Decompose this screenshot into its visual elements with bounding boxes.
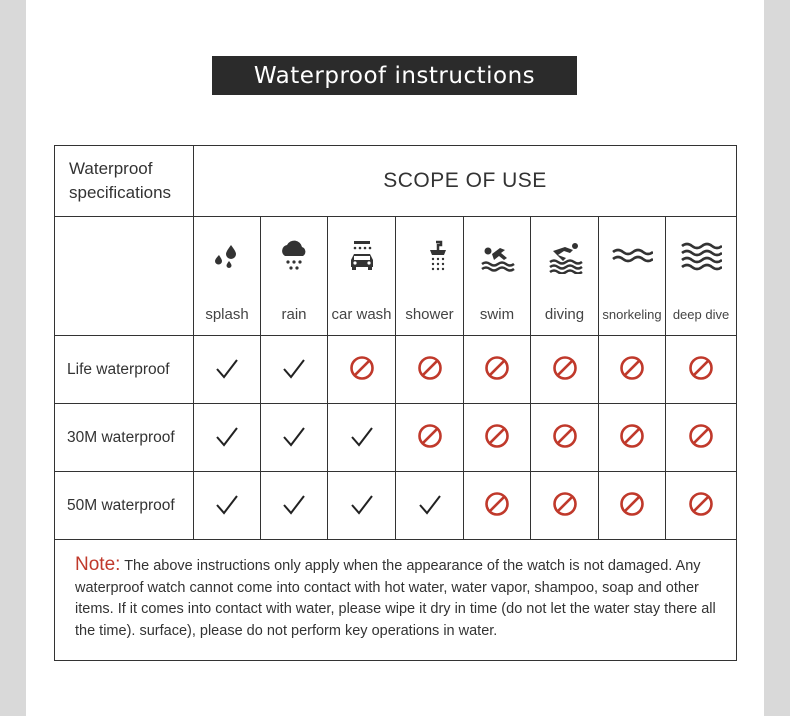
status-cell [328, 472, 396, 540]
swim-icon [464, 236, 530, 276]
note-label: Note: [75, 554, 121, 575]
page-title: Waterproof instructions [212, 56, 577, 95]
check-icon [213, 355, 241, 383]
rain-icon [261, 236, 327, 276]
shower-icon [396, 236, 463, 276]
status-cell [531, 336, 599, 404]
forbidden-icon [348, 354, 376, 382]
table-row [55, 336, 737, 404]
forbidden-icon [416, 422, 444, 450]
page [26, 0, 764, 716]
use-column-header [396, 217, 464, 336]
forbidden-icon [483, 490, 511, 518]
use-label: diving [544, 305, 585, 323]
use-column-header [261, 217, 328, 336]
row-label: 30M waterproof [55, 404, 194, 472]
forbidden-icon [551, 422, 579, 450]
scope-header: SCOPE OF USE [194, 146, 737, 217]
use-label: shower [405, 305, 454, 323]
forbidden-icon [551, 490, 579, 518]
use-column-header [599, 217, 666, 336]
status-cell [666, 336, 737, 404]
status-cell [396, 336, 464, 404]
row-label: Life waterproof [55, 336, 194, 404]
status-cell [464, 404, 531, 472]
note-text: The above instructions only apply when the appearance of the watch is not damaged. Any waterproof watch cannot come into contact with hot water, water vapor, shampoo, soap and other items. If it comes into contact with water, please wipe it dry in time (do not let the water stay there all the time). surface), please do not perform key operations in water. [75, 558, 716, 639]
use-label: snorkeling [602, 306, 662, 322]
status-cell [599, 404, 666, 472]
check-icon [280, 355, 308, 383]
use-column-header [666, 217, 737, 336]
use-column-header [194, 217, 261, 336]
check-icon [416, 491, 444, 519]
forbidden-icon [483, 422, 511, 450]
check-icon [213, 423, 241, 451]
status-cell [261, 404, 328, 472]
forbidden-icon [618, 490, 646, 518]
status-cell [261, 336, 328, 404]
forbidden-icon [687, 422, 715, 450]
check-icon [348, 423, 376, 451]
spec-header-line1: Waterproof [69, 159, 153, 178]
forbidden-icon [687, 490, 715, 518]
waterproof-table [54, 145, 737, 661]
check-icon [213, 491, 241, 519]
use-column-header [328, 217, 396, 336]
status-cell [194, 404, 261, 472]
status-cell [194, 472, 261, 540]
forbidden-icon [618, 354, 646, 382]
status-cell [531, 472, 599, 540]
status-cell [328, 404, 396, 472]
spec-header [55, 146, 194, 217]
car-wash-icon [328, 236, 395, 276]
spec-header-line2: specifications [69, 183, 172, 202]
use-label: splash [205, 305, 249, 323]
status-cell [396, 404, 464, 472]
status-cell [328, 336, 396, 404]
use-column-header [531, 217, 599, 336]
use-label: deep dive [672, 306, 730, 322]
splash-icon [194, 236, 260, 276]
status-cell [464, 336, 531, 404]
check-icon [280, 423, 308, 451]
use-label: swim [479, 305, 515, 323]
empty-corner-cell [55, 217, 194, 336]
diving-icon [531, 236, 598, 276]
check-icon [348, 491, 376, 519]
status-cell [464, 472, 531, 540]
use-column-header [464, 217, 531, 336]
status-cell [531, 404, 599, 472]
status-cell [599, 336, 666, 404]
status-cell [666, 472, 737, 540]
status-cell [599, 472, 666, 540]
status-cell [666, 404, 737, 472]
forbidden-icon [618, 422, 646, 450]
forbidden-icon [416, 354, 444, 382]
status-cell [396, 472, 464, 540]
table-row [55, 472, 737, 540]
status-cell [261, 472, 328, 540]
use-label: car wash [331, 305, 392, 323]
forbidden-icon [687, 354, 715, 382]
status-cell [194, 336, 261, 404]
use-label: rain [281, 305, 307, 323]
note-box [55, 540, 737, 661]
table-row [55, 404, 737, 472]
snorkeling-icon [599, 237, 665, 277]
row-label: 50M waterproof [55, 472, 194, 540]
check-icon [280, 491, 308, 519]
deep-dive-icon [666, 237, 736, 277]
forbidden-icon [551, 354, 579, 382]
forbidden-icon [483, 354, 511, 382]
